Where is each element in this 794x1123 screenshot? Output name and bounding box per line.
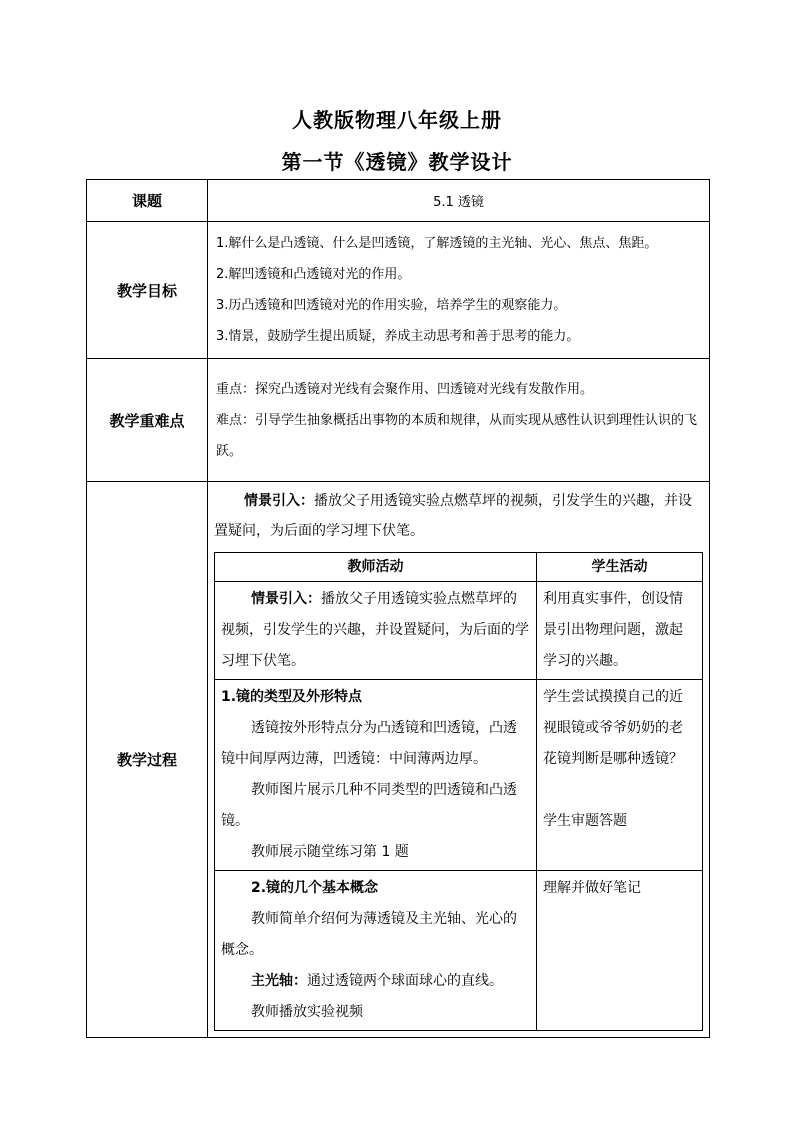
- student-activity-cell: [537, 680, 703, 871]
- row3-paragraph: 教师播放实验视频: [251, 1004, 363, 1020]
- focus-point: [216, 374, 701, 405]
- activity-row-concepts: [215, 871, 703, 1031]
- difficulty-point: [216, 405, 701, 467]
- row2-student-text: 学生尝试摸摸自己的近视眼镜或爷爷奶奶的老花镜判断是哪种透镜？: [543, 689, 683, 767]
- student-activity-cell: 利用真实事件，创设情景引出物理问题，激起学习的兴趣。: [537, 582, 703, 680]
- row1-teacher-label: 情景引入：: [251, 591, 321, 607]
- process-row: [87, 482, 710, 1038]
- teacher-activity-cell: [215, 582, 537, 680]
- intro-text: 播放父子用透镜实验点燃草坪的视频，引发学生的兴趣，并设置疑问，为后面的学习埋下伏笔。: [214, 493, 692, 539]
- process-label: 教学过程: [87, 482, 208, 1038]
- teacher-activity-cell: [215, 680, 537, 871]
- key-points-label: 教学重难点: [87, 359, 208, 482]
- key-points-content: [208, 359, 710, 482]
- document-subtitle: 第一节《透镜》教学设计: [281, 150, 513, 174]
- objectives-list: [208, 222, 710, 359]
- row2-student-text: 学生审题答题: [543, 813, 627, 829]
- document-title: 人教版物理八年级上册: [292, 108, 502, 132]
- objective-item: 3.历凸透镜和凹透镜对光的作用实验，培养学生的观察能力。: [216, 298, 567, 313]
- activity-row-intro: [215, 582, 703, 680]
- difficulty-label: 难点：: [216, 412, 256, 428]
- row2-heading: 1.镜的类型及外形特点: [221, 689, 363, 705]
- key-points-row: [87, 359, 710, 482]
- teacher-activity-cell: [215, 871, 537, 1031]
- row3-term-label: 主光轴：: [251, 973, 307, 989]
- teacher-activity-header: 教师活动: [215, 553, 537, 582]
- objective-item: 2.解凹透镜和凸透镜对光的作用。: [216, 267, 411, 282]
- activity-row-lens-types: [215, 680, 703, 871]
- objective-item: 1.解什么是凸透镜、什么是凹透镜，了解透镜的主光轴、光心、焦点、焦距。: [216, 236, 658, 251]
- row2-paragraph: 教师展示随堂练习第 1 题: [251, 844, 409, 860]
- process-intro: [208, 482, 709, 546]
- row1-teacher-text: 播放父子用透镜实验点燃草坪的视频，引发学生的兴趣，并设置疑问，为后面的学习埋下伏笔。: [221, 591, 529, 669]
- activity-table: [214, 552, 703, 1031]
- topic-row: [87, 180, 710, 222]
- intro-label: 情景引入：: [244, 493, 314, 509]
- row2-paragraph: 教师图片展示几种不同类型的凹透镜和凸透镜。: [221, 782, 517, 829]
- focus-label: 重点：: [216, 381, 256, 397]
- focus-text: 探究凸透镜对光线有会聚作用、凹透镜对光线有发散作用。: [255, 381, 594, 397]
- objectives-row: [87, 222, 710, 359]
- objective-item: 3.情景，鼓励学生提出质疑，养成主动思考和善于思考的能力。: [216, 329, 580, 344]
- objectives-label: 教学目标: [87, 222, 208, 359]
- student-activity-header: 学生活动: [537, 553, 703, 582]
- topic-label: 课题: [87, 180, 208, 222]
- row3-heading: 2.镜的几个基本概念: [251, 880, 379, 896]
- row3-paragraph: 教师简单介绍何为薄透镜及主光轴、光心的概念。: [221, 911, 517, 958]
- row3-term-text: 通过透镜两个球面球心的直线。: [307, 973, 503, 989]
- difficulty-text: 引导学生抽象概括出事物的本质和规律，从而实现从感性认识到理性认识的飞跃。: [216, 412, 698, 459]
- row2-paragraph: 透镜按外形特点分为凸透镜和凹透镜，凸透镜中间厚两边薄，凹透镜：中间薄两边厚。: [221, 720, 517, 767]
- lesson-plan-table: [86, 179, 710, 1038]
- process-content: [208, 482, 710, 1038]
- topic-value: 5.1 透镜: [208, 180, 710, 222]
- student-activity-cell: 理解并做好笔记: [537, 871, 703, 1031]
